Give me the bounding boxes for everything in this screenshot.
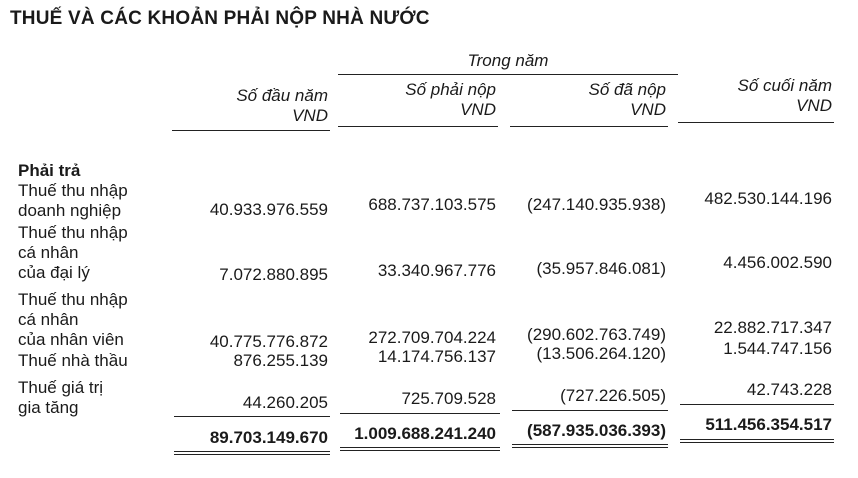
- col-header-label: Số đầu năm: [236, 86, 328, 105]
- total-paid: (587.935.036.393): [527, 421, 666, 440]
- cell-payable: 14.174.756.137: [377, 347, 496, 366]
- row-label-line: Thuế thu nhập: [18, 223, 128, 242]
- cell-paid: (290.602.763.749): [527, 325, 666, 344]
- row-label-line: cá nhân: [18, 310, 79, 329]
- row-label-line: Thuế nhà thầu: [18, 351, 128, 370]
- total-double-line-opening: [174, 454, 330, 455]
- page-title: THUẾ VÀ CÁC KHOẢN PHẢI NỘP NHÀ NƯỚC: [10, 8, 430, 29]
- row-label-line: doanh nghiệp: [18, 201, 122, 220]
- col-header-closing: [670, 76, 832, 116]
- row-label: [18, 378, 103, 418]
- col-header-unit: VND: [292, 106, 328, 125]
- cell-closing: 1.544.747.156: [723, 339, 832, 358]
- subtotal-line-payable: [340, 413, 500, 414]
- section-label-payable: Phải trả: [18, 161, 81, 180]
- total-double-line-payable: [340, 450, 500, 451]
- row-label-line: của đại lý: [18, 263, 90, 282]
- cell-opening: 40.775.776.872: [209, 332, 328, 351]
- col-header-paid: [498, 80, 666, 120]
- cell-payable: 725.709.528: [401, 389, 496, 408]
- total-double-line-payable: [340, 447, 500, 448]
- col-header-label: Số đã nộp: [588, 80, 666, 99]
- col-header-label: Số phải nộp: [405, 80, 496, 99]
- total-opening: 89.703.149.670: [209, 428, 328, 447]
- group-header-underline: [338, 74, 678, 75]
- cell-closing: 42.743.228: [746, 380, 832, 399]
- col-header-opening: [150, 86, 328, 126]
- cell-opening: 40.933.976.559: [209, 200, 328, 219]
- total-double-line-paid: [512, 444, 668, 445]
- header-underline-payable: [338, 126, 498, 127]
- header-underline-paid: [510, 126, 668, 127]
- row-label: [18, 181, 128, 221]
- subtotal-line-paid: [512, 410, 668, 411]
- cell-closing: 4.456.002.590: [723, 253, 832, 272]
- header-underline-opening: [172, 130, 330, 131]
- row-label-line: Thuế giá trị: [18, 378, 104, 397]
- total-double-line-closing: [680, 439, 834, 440]
- cell-closing: 482.530.144.196: [704, 189, 832, 208]
- total-double-line-opening: [174, 451, 330, 452]
- total-double-line-paid: [512, 447, 668, 448]
- cell-opening: 876.255.139: [233, 351, 328, 370]
- subtotal-line-opening: [174, 416, 330, 417]
- subtotal-line-closing: [680, 404, 834, 405]
- total-payable: 1.009.688.241.240: [354, 424, 496, 443]
- row-label: [18, 290, 128, 350]
- cell-paid: (247.140.935.938): [527, 195, 666, 214]
- col-header-unit: VND: [630, 100, 666, 119]
- col-header-unit: VND: [796, 96, 832, 115]
- cell-paid: (35.957.846.081): [536, 259, 666, 278]
- total-closing: 511.456.354.517: [705, 415, 832, 434]
- row-label-line: Thuế thu nhập: [18, 181, 128, 200]
- row-label-line: Thuế thu nhập: [18, 290, 128, 309]
- row-label-line: của nhân viên: [18, 330, 124, 349]
- cell-payable: 33.340.967.776: [377, 261, 496, 280]
- cell-closing: 22.882.717.347: [713, 318, 832, 337]
- row-label-line: cá nhân: [18, 243, 79, 262]
- cell-payable: 688.737.103.575: [368, 195, 496, 214]
- row-label-line: gia tăng: [18, 398, 79, 417]
- group-header-trong-nam: Trong năm: [467, 51, 549, 70]
- cell-opening: 7.072.880.895: [219, 265, 328, 284]
- cell-payable: 272.709.704.224: [368, 328, 496, 347]
- col-header-payable: [330, 80, 496, 120]
- cell-paid: (727.226.505): [560, 386, 666, 405]
- row-label: [18, 351, 128, 371]
- cell-opening: 44.260.205: [242, 393, 328, 412]
- col-header-label: Số cuối năm: [737, 76, 832, 95]
- total-double-line-closing: [680, 442, 834, 443]
- col-header-unit: VND: [460, 100, 496, 119]
- header-underline-closing: [678, 122, 834, 123]
- cell-paid: (13.506.264.120): [536, 344, 666, 363]
- row-label: [18, 223, 128, 283]
